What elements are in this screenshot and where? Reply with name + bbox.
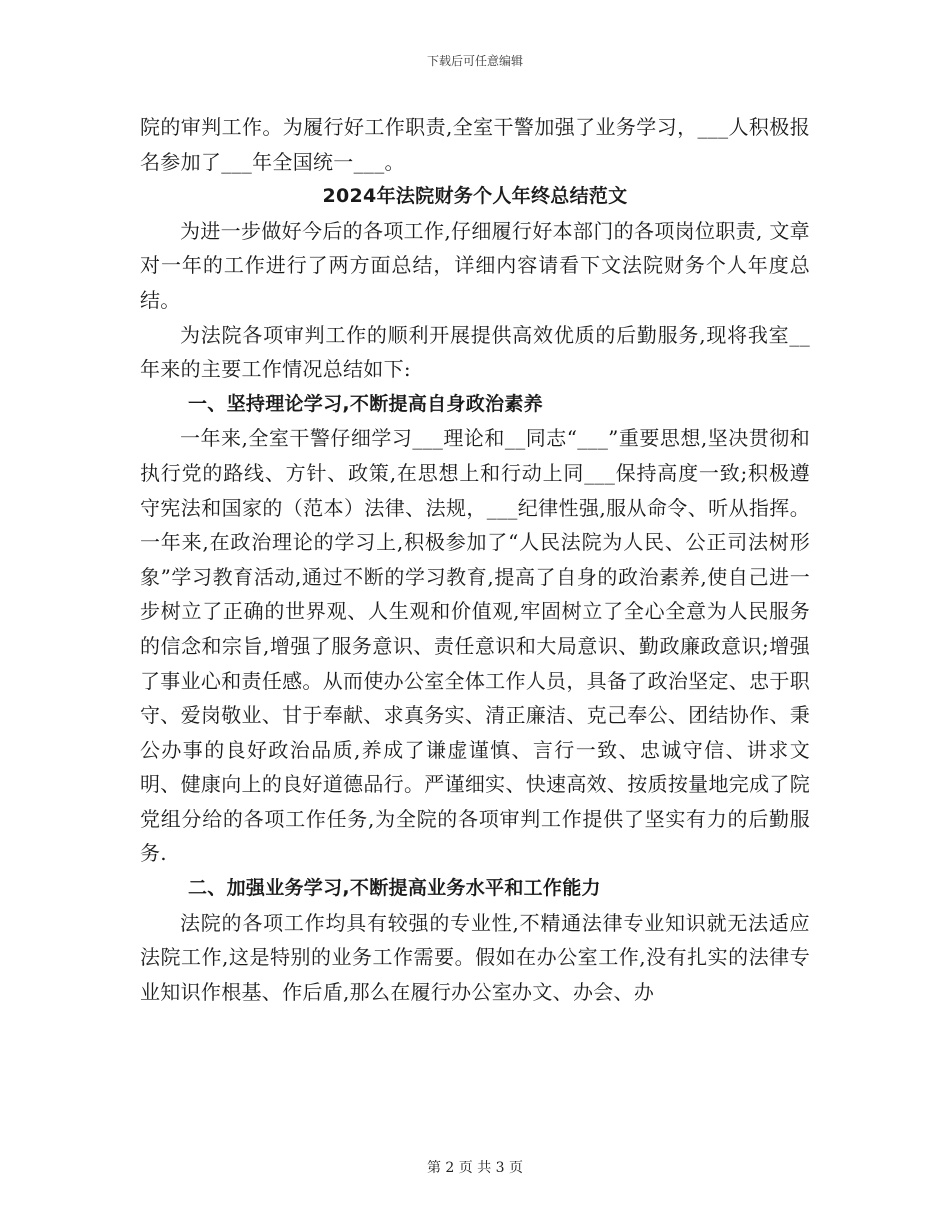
document-body <box>140 110 810 1009</box>
page-header: 下载后可任意编辑 <box>426 54 523 68</box>
paragraph-3: 一年来,全室干警仔细学习___理论和__同志“___”重要思想,坚决贯彻和执行党的路线、方针、政策,在思想上和行动上同___保持高度一致;积极遵守宪法和国家的（范本）法律、法规，___纪律性强,服从命令、听从指挥。一年来,在政治理论的学习上,积极参加了“人民法院为人民、公正司法树形象”学习教育活动,通过不断的学习教育,提高了自身的政治素养,使自己进一步树立了正确的世界观、人生观和价值观,牢固树立了全心全意为人民服务的信念和宗旨,增强了服务意识、责任意识和大局意识、勤政廉政意识;增强了事业心和责任感。从而使办公室全体工作人员，具备了政治坚定、忠于职守、爱岗敬业、甘于奉献、求真务实、清正廉洁、克己奉公、团结协作、秉公办事的良好政治品质,养成了谦虚谨慎、言行一致、忠诚守信、讲求文明、健康向上的良好道德品行。严谨细实、快速高效、按质按量地完成了院党组分给的各项工作任务,为全院的各项审判工作提供了坚实有力的后勤服务. <box>140 426 810 866</box>
paragraph-1: 为进一步做好今后的各项工作,仔细履行好本部门的各项岗位职责, 文章对一年的工作进行了两方面总结，详细内容请看下文法院财务个人年度总结。 <box>140 218 810 312</box>
section-heading-2: 二、加强业务学习,不断提高业务水平和工作能力 <box>188 877 601 900</box>
paragraph-4: 法院的各项工作均具有较强的专业性,不精通法律专业知识就无法适应法院工作,这是特别的业务工作需要。假如在办公室工作,没有扎实的法律专业知识作根基、作后盾,那么在履行办公室办文、办会、办 <box>140 910 810 1004</box>
paragraph-2: 为法院各项审判工作的顺利开展提供高效优质的后勤服务,现将我室__年来的主要工作情况总结如下: <box>140 322 810 382</box>
section-heading-1: 一、坚持理论学习,不断提高自身政治素养 <box>188 392 543 415</box>
intro-fragment: 院的审判工作。为履行好工作职责,全室干警加强了业务学习，___人积极报名参加了___年全国统一___。 <box>140 115 810 174</box>
page-footer: 第 2 页 共 3 页 <box>426 1160 524 1176</box>
document-title: 2024年法院财务个人年终总结范文 <box>322 185 628 208</box>
